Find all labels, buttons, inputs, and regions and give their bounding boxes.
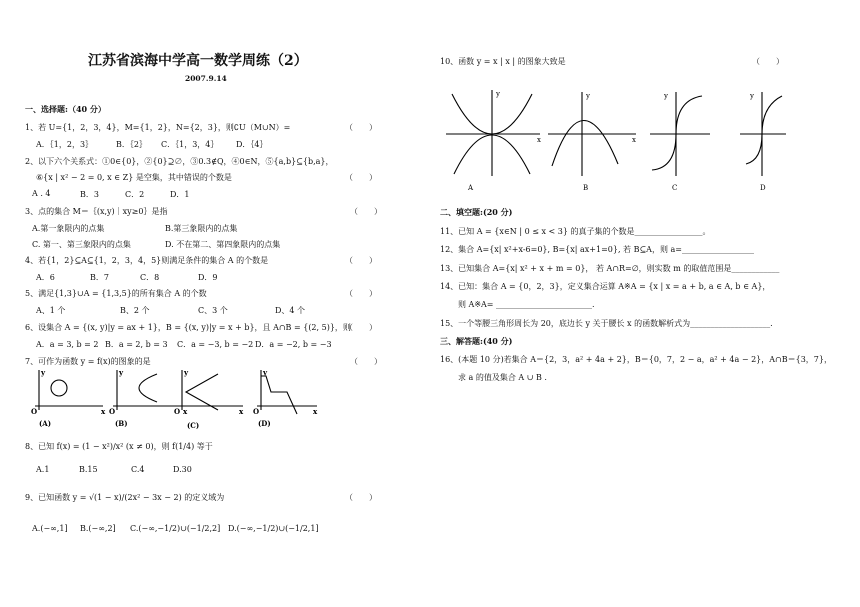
- q4-option-a: A．6: [36, 273, 55, 282]
- q7-label-d: (D): [258, 419, 271, 428]
- q6-option-c: C．a = −3, b = −2: [177, 340, 254, 349]
- q2-option-b: B．3: [80, 190, 99, 199]
- q7-d-axis-x: x: [313, 407, 318, 416]
- question-16: 16、(本题 10 分)若集合 A＝{2，3，a² + 4a + 2}，B＝{0，7，2 − a，a² + 4a − 2}，A∩B＝{3，7}，: [440, 355, 832, 364]
- question-14-continued: 则 A※A= ________________________.: [458, 300, 595, 309]
- q4-option-d: D．9: [198, 273, 218, 282]
- answer-paren-5: （ ）: [345, 289, 377, 298]
- q10-a-axis-x: x: [537, 136, 541, 144]
- answer-paren-6: （ ）: [345, 323, 377, 332]
- q8-option-a: A.1: [36, 465, 50, 474]
- question-6: 6、设集合 A = {(x, y)|y = ax + 1}，B = {(x, y)|y = x + b}，且 A∩B = {(2, 5)}，则: [25, 323, 351, 332]
- q10-label-b: B: [583, 184, 589, 192]
- answer-paren-3: （ ）: [350, 207, 382, 216]
- q1-option-d: D．｛4｝: [236, 140, 268, 149]
- question-15: 15、一个等腰三角形周长为 20，底边长 y 关于腰长 x 的函数解析式为____________________.: [440, 319, 773, 328]
- answer-paren-4: （ ）: [345, 256, 377, 265]
- question-8: 8、已知 f(x) = (1 − x²)/x² (x ≠ 0)，则 f(1/4) 等于: [25, 442, 213, 451]
- question-13: 13、已知集合 A={x| x² + x + m = 0}， 若 A∩R=∅，则实数 m 的取值范围是____________: [440, 264, 780, 273]
- question-11: 11、已知 A = {x∈N | 0 ≤ x < 3} 的真子集的个数是_________________。: [440, 227, 711, 236]
- q3-option-a: A.第一象限内的点集: [32, 224, 105, 233]
- answer-paren-7: （ ）: [350, 357, 382, 366]
- q10-graphs: [440, 86, 800, 196]
- q5-option-a: A、1 个: [36, 306, 66, 315]
- q1-option-c: C．｛1，3，4｝: [161, 140, 219, 149]
- q8-option-b: B.15: [79, 465, 98, 474]
- q10-c-axis-y: y: [664, 92, 668, 100]
- q10-b-axis-x: x: [632, 136, 636, 144]
- q9-option-b: B.(−∞,2]: [80, 524, 116, 533]
- q10-b-axis-y: y: [586, 92, 590, 100]
- q10-label-a: A: [468, 184, 474, 192]
- question-10: 10、函数 y = x | x | 的图象大致是: [440, 57, 566, 66]
- q7-c-axis-x: x: [239, 407, 244, 416]
- q2-option-a: A . 4: [32, 189, 51, 198]
- q7-b-axis-x: x: [183, 407, 188, 416]
- q7-b-axis-o: O: [109, 407, 116, 416]
- q9-option-d: D.(−∞,−1/2)∪(−1/2,1]: [228, 524, 319, 533]
- q7-d-axis-y: y: [263, 368, 268, 377]
- q7-label-c: (C): [187, 421, 200, 430]
- q7-c-axis-o: O: [174, 407, 181, 416]
- section-fill-title: 二、填空题:(20 分): [440, 207, 513, 217]
- q4-option-b: B．7: [90, 273, 109, 282]
- exam-date: 2007.9.14: [185, 74, 227, 83]
- q7-label-b: (B): [115, 419, 128, 428]
- question-5: 5、满足{1,3}∪A = {1,3,5}的所有集合 A 的个数: [25, 289, 207, 298]
- page-title: 江苏省滨海中学高一数学周练（2）: [88, 53, 308, 69]
- answer-paren-10: （ ）: [752, 57, 784, 66]
- section-solve-title: 三、解答题:(40 分): [440, 336, 513, 346]
- q8-option-c: C.4: [131, 465, 145, 474]
- q10-d-axis-y: y: [750, 92, 754, 100]
- q5-option-d: D、4 个: [275, 306, 306, 315]
- question-16-continued: 求 a 的值及集合 A ∪ B .: [458, 373, 547, 382]
- q7-a-axis-o: O: [31, 407, 38, 416]
- q7-c-axis-y: y: [184, 368, 189, 377]
- q10-label-d: D: [760, 184, 766, 192]
- q4-option-c: C．8: [140, 273, 160, 282]
- answer-paren-2: （ ）: [345, 173, 377, 182]
- q1-option-b: B．｛2｝: [116, 140, 147, 149]
- answer-paren-1: （ ）: [345, 123, 377, 132]
- q7-b-axis-y: y: [119, 368, 124, 377]
- question-2: 2、以下六个关系式：①0∈{0}，②{0}⊇∅，③0.3∉Q，④0∈N，⑤{a,b}⊆{b,a}，: [25, 157, 334, 166]
- question-7: 7、可作为函数 y = f(x)的图象的是: [25, 357, 151, 366]
- q6-option-b: B．a = 2, b = 3: [105, 340, 168, 349]
- q3-option-d: D. 不在第二、第四象限内的点集: [165, 240, 281, 249]
- question-12: 12、集合 A={x| x²+x-6=0}, B={x| ax+1=0}, 若 B⊆A，则 a=__________________: [440, 245, 754, 254]
- q6-option-d: D．a = −2, b = −3: [255, 340, 332, 349]
- answer-paren-9: （ ）: [345, 493, 377, 502]
- question-1: 1、若 U={1，2，3，4}，M={1，2}，N={2，3}，则∁U（M∪N）=: [25, 123, 291, 132]
- question-3: 3、点的集合 M＝｛(x,y)｜xy≥0｝是指: [25, 207, 168, 216]
- q1-option-a: A．｛1，2，3｝: [36, 140, 94, 149]
- q10-a-axis-y: y: [496, 90, 500, 98]
- q9-option-a: A.(−∞,1]: [32, 524, 68, 533]
- q8-option-d: D.30: [173, 465, 192, 474]
- question-9: 9、已知函数 y = √(1 − x)/(2x² − 3x − 2) 的定义域为: [25, 493, 225, 502]
- q7-label-a: (A): [39, 419, 52, 428]
- q3-option-c: C. 第一、第三象限内的点集: [32, 240, 131, 249]
- q7-graphs: [25, 366, 325, 430]
- q7-a-axis-y: y: [41, 368, 46, 377]
- q2-option-c: C．2: [125, 190, 145, 199]
- q5-option-c: C、3 个: [198, 306, 228, 315]
- q5-option-b: B、2 个: [120, 306, 150, 315]
- q9-option-c: C.(−∞,−1/2)∪(−1/2,2]: [130, 524, 221, 533]
- question-4: 4、若{1，2}⊆A⊆{1，2，3，4，5}则满足条件的集合 A 的个数是: [25, 256, 269, 265]
- q3-option-b: B.第三象限内的点集: [165, 224, 238, 233]
- q10-label-c: C: [672, 184, 678, 192]
- q6-option-a: A．a = 3, b = 2: [36, 340, 99, 349]
- question-2-continued: ⑥{x | x² − 2 = 0, x ∈ Z} 是空集，其中错误的个数是: [36, 173, 232, 182]
- section-choice-title: 一、选择题:（40 分）: [25, 104, 106, 114]
- q7-a-axis-x: x: [101, 407, 106, 416]
- q7-d-axis-o: O: [253, 407, 260, 416]
- question-14: 14、已知：集合 A = {0，2，3}，定义集合运算 A※A = {x | x = a + b, a ∈ A, b ∈ A}，: [440, 282, 771, 291]
- q2-option-d: D．1: [170, 190, 190, 199]
